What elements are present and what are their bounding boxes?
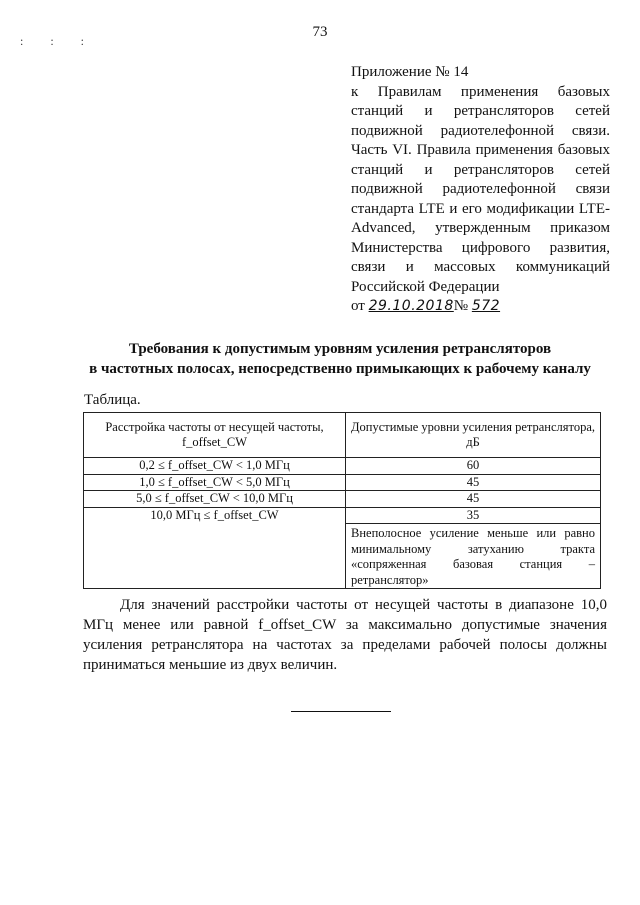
date-prefix: от: [351, 298, 365, 314]
heading-line-1: Требования к допустимым уровням усиления ретрансляторов: [128, 341, 552, 357]
offset-cell: 5,0 ≤ f_offset_CW < 10,0 МГц: [84, 491, 346, 508]
table-row: [84, 474, 601, 491]
appendix-title: Приложение № 14: [351, 64, 469, 80]
header-offset: Расстройка частоты от несущей частоты, f_offset_CW: [84, 413, 346, 458]
table-row: [84, 491, 601, 508]
header-gain: Допустимые уровни усиления ретранслятора, дБ: [346, 413, 601, 458]
number-prefix: №: [453, 298, 469, 314]
page-number: 73: [312, 24, 328, 40]
appendix-text: к Правилам применения базовых станций и ретрансляторов сетей подвижной радиотелефонной связи. Часть VI. Правила применения базовых станций и ретрансляторов сетей подвижной радиотелефонной связи стандарта LTE и его модификации LTE-Advanced, утвержденным приказом Министерства цифрового развития, связи и массовых коммуникаций Российской Федерации: [351, 83, 610, 295]
gain-cell: 45: [346, 491, 601, 508]
explanatory-paragraph: Для значений расстройки частоты от несущей частоты в диапазоне 10,0 МГц менее или равной f_offset_CW за максимально допустимые значения усиления ретранслятора на частотах за пределами рабочей полосы должны приниматься меньшие из двух величин.: [83, 597, 607, 673]
gain-requirements-table: [83, 412, 601, 589]
offset-cell: 0,2 ≤ f_offset_CW < 1,0 МГц: [84, 458, 346, 475]
heading-line-2: в частотных полосах, непосредственно примыкающих к рабочему каналу: [89, 361, 591, 377]
gain-cell: 45: [346, 474, 601, 491]
section-heading: [40, 339, 640, 379]
offset-cell: 10,0 МГц ≤ f_offset_CW: [84, 507, 346, 589]
margin-marks: : : :: [20, 34, 97, 48]
gain-cell: 60: [346, 458, 601, 475]
gain-value: 35: [346, 508, 600, 525]
offset-cell: 1,0 ≤ f_offset_CW < 5,0 МГц: [84, 474, 346, 491]
gain-cell-with-note: [346, 507, 601, 589]
appendix-date-line: [351, 297, 610, 317]
table-caption: Таблица.: [84, 392, 141, 408]
table-header-row: [84, 413, 601, 458]
handwritten-date: 29.10.2018: [368, 298, 454, 314]
appendix-block: [351, 63, 610, 317]
gain-note: Внеполосное усиление меньше или равно минимальному затуханию тракта «сопряженная базовая станция – ретранслятор»: [351, 526, 595, 587]
table-row: [84, 507, 601, 589]
table-row: [84, 458, 601, 475]
handwritten-number: 572: [471, 298, 501, 314]
closing-rule: [291, 711, 391, 712]
